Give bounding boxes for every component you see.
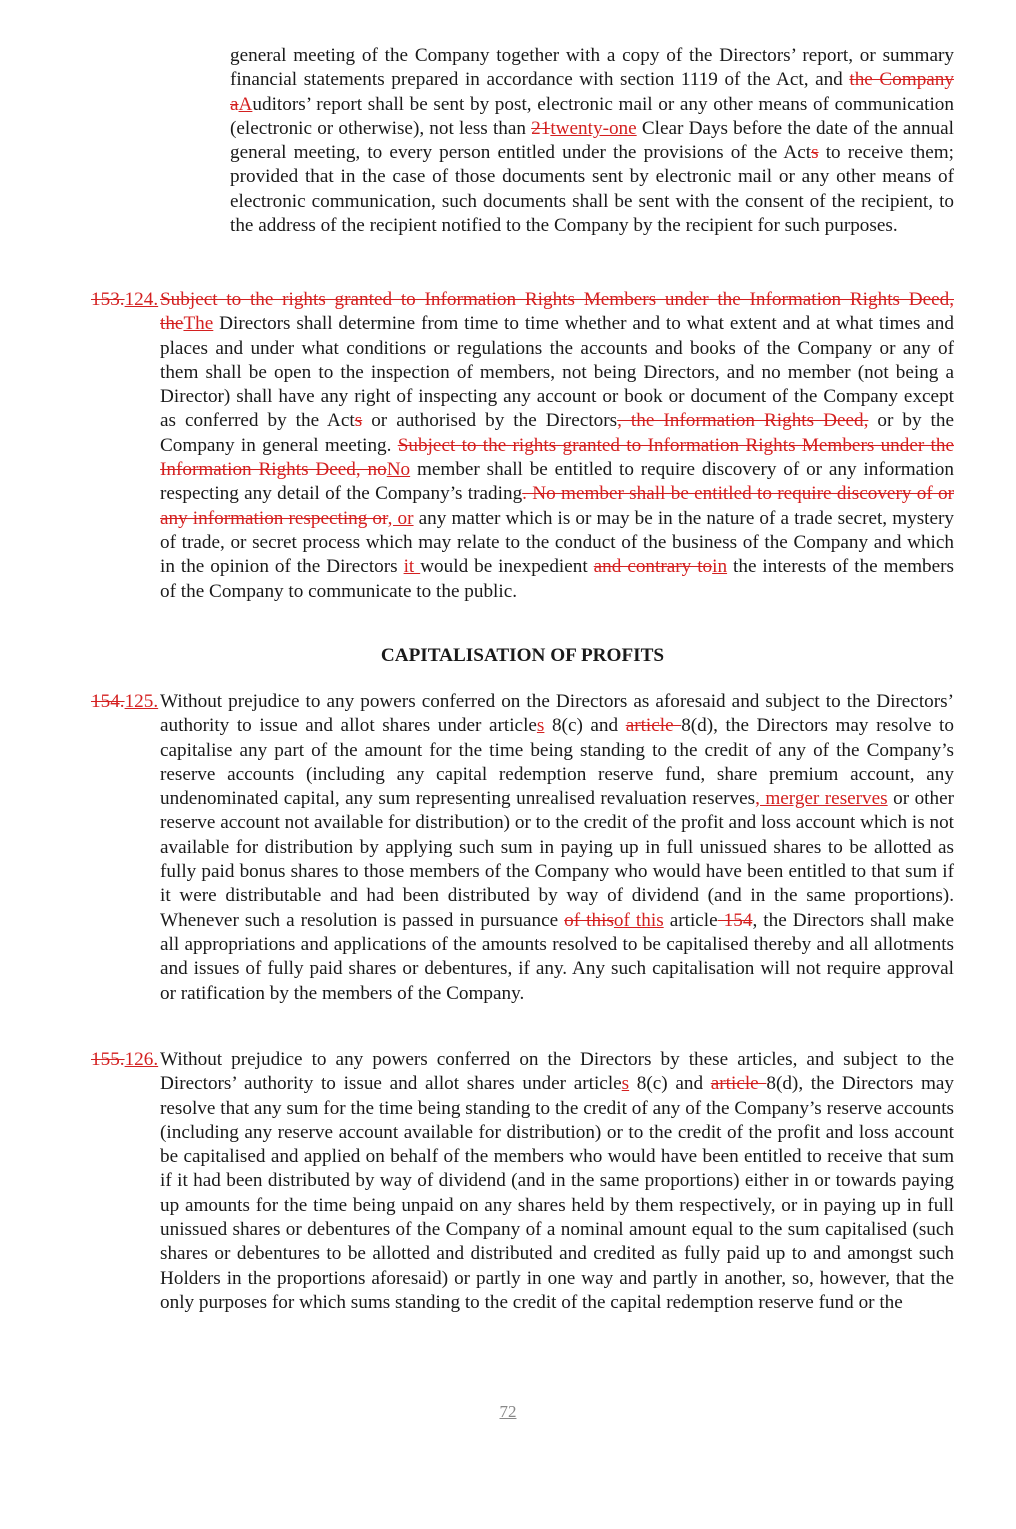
body-text: or other reserve account not available for distribution) or to the credit of the profit and loss account which is not available for distribution by applying such sum in paying up in full unissued shares to be allotted as fully paid bonus shares to those members of the Company who would have been entitled to that sum if it were distributable and had been distributed by way of dividend (and in the same proportions). Whenever such a resolution is passed in pursuance <box>160 788 954 931</box>
body-text: or authorised by the Directors <box>362 410 618 432</box>
clause-126-new-number: 126. <box>124 1049 159 1070</box>
clause-124-text <box>160 289 954 602</box>
body-text: article <box>663 909 718 931</box>
body-text: general meeting of the Company together with a copy of the Directors’ report, or summary financial statements prepared in accordance with section 1119 of the Act, and <box>230 45 954 91</box>
inserted-text: twenty-one <box>550 117 637 139</box>
inserted-text: s <box>621 1073 630 1095</box>
body-text: Clear Days before the date of the annual general meeting, to every person entitled under the provisions of the Act <box>230 117 954 164</box>
clause-125-new-number: 125. <box>124 691 159 712</box>
clause-126-body <box>91 1048 954 1315</box>
deleted-text: 21 <box>531 117 551 139</box>
body-text: uditors’ report shall be sent by post, electronic mail or any other means of communication (electronic or otherwise), not less than <box>230 93 954 139</box>
deleted-text: . No member shall be entitled to require discovery of or any information respecting or <box>160 483 955 529</box>
clause-125 <box>91 690 954 1006</box>
deleted-text: the Company a <box>230 69 954 115</box>
deleted-text: of this <box>564 909 614 931</box>
body-text: Without prejudice to any powers conferred on the Directors by these articles, and subject to the Directors’ authority to issue and allot shares under article <box>160 1049 954 1095</box>
clause-124-number <box>91 288 160 312</box>
clause-124-old-number: 153. <box>91 289 125 310</box>
deleted-text: Subject to the rights granted to Information Rights Members under the Information Rights Deed, the <box>160 289 954 335</box>
body-text: 8(c) and <box>544 715 626 737</box>
body-text: to receive them; provided that in the case of those documents sent by electronic mail or any other means of electronic communication, such documents shall be sent with the consent of the recipient, to the address of the recipient notified to the Company by the recipient for such purposes. <box>230 142 954 237</box>
deleted-text: s <box>811 142 819 164</box>
body-text: member shall be entitled to require discovery of or any information respecting any detail of the Company’s trading <box>160 459 954 505</box>
inserted-text: The <box>183 313 214 335</box>
body-text: Directors shall determine from time to time whether and to what extent and at what times and places and under what conditions or regulations the accounts and books of the Company or any of them shall be open to the inspection of members, not being Directors, and no member (not being a Director) shall have any right of inspecting any account or book or document of the Company except as conferred by the Act <box>160 313 954 432</box>
clause-125-text <box>160 691 954 1004</box>
clause-125-number <box>91 690 160 714</box>
body-text: 8(d), the Directors may resolve that any sum for the time being standing to the credit of any of the Company’s reserve accounts (including any reserve account available for distribution) or to the credit of the profit and loss account be capitalised and applied on behalf of the members who would have been entitled to receive that sum if it had been distributed by way of dividend (and in the same proportions) either in or towards paying up amounts for the time being unpaid on any shares held by them respectively, or in paying up in full unissued shares or debentures of the Company of a nominal amount equal to the sum capitalised (such shares or debentures to be allotted and distributed and credited as fully paid up to and amongst such Holders in the proportions aforesaid) or partly in one way and partly in another, so, however, that the only purposes for which sums standing to the credit of the capital redemption reserve fund or the <box>160 1073 954 1313</box>
body-text: 8(d), the Directors may resolve to capitalise any part of the amount for the time being standing to the credit of any of the Company’s reserve accounts (including any capital redemption reserve fund, share premium account, any undenominated capital, any sum representing unrealised revaluation reserves <box>160 715 954 810</box>
page-number <box>0 1400 1016 1424</box>
body-text: the interests of the members of the Company to communicate to the public. <box>160 556 954 602</box>
inserted-text: No <box>386 459 411 481</box>
clause-125-body <box>91 690 954 1006</box>
deleted-text: Subject to the rights granted to Information Rights Members under the Information Rights Deed, no <box>160 434 954 481</box>
body-text: any matter which is or may be in the nature of a trade secret, mystery of trade, or secret process which may relate to the conduct of the business of the Company and which in the opinion of the Directors <box>160 507 955 578</box>
clause-124 <box>91 288 954 604</box>
clause-126-text <box>160 1049 954 1313</box>
inserted-text: of this <box>613 909 664 931</box>
deleted-text: and contrary to <box>593 556 713 578</box>
body-text: would be inexpedient <box>420 556 594 578</box>
deleted-text: article <box>710 1073 767 1095</box>
body-text: 8(c) and <box>629 1073 711 1095</box>
clause-125-old-number: 154. <box>91 691 125 712</box>
inserted-text: s <box>536 715 545 737</box>
body-text: Without prejudice to any powers conferred on the Directors as aforesaid and subject to the Directors’ authority to issue and allot shares under article <box>160 691 954 737</box>
body-text: , the Directors shall make all appropriations and applications of the amounts resolved to be capitalised thereby and all allotments and issues of fully paid shares or debentures, if any. Any such capitalisation will not require approval or ratification by the members of the Company. <box>160 909 954 1004</box>
inserted-text: , merger reserves <box>755 788 888 810</box>
inserted-text: it <box>403 556 421 578</box>
clause-126 <box>91 1048 954 1315</box>
clause-124-body <box>91 288 955 604</box>
body-text: or by the Company in general meeting. <box>160 410 954 456</box>
inserted-text: in <box>712 556 728 578</box>
clause-126-old-number: 155. <box>91 1049 125 1070</box>
page-number-value: 72 <box>499 1402 517 1421</box>
deleted-text: s <box>354 410 363 432</box>
deleted-text: article <box>625 715 682 737</box>
section-heading: CAPITALISATION OF PROFITS <box>380 645 665 666</box>
inserted-text: , or <box>387 507 414 529</box>
inserted-text: A <box>238 93 253 115</box>
deleted-text: 154 <box>717 909 753 931</box>
clause-126-number <box>91 1048 160 1072</box>
clause-124-new-number: 124. <box>124 289 159 310</box>
deleted-text: , the Information Rights Deed, <box>617 410 869 432</box>
intro-paragraph <box>230 44 954 238</box>
